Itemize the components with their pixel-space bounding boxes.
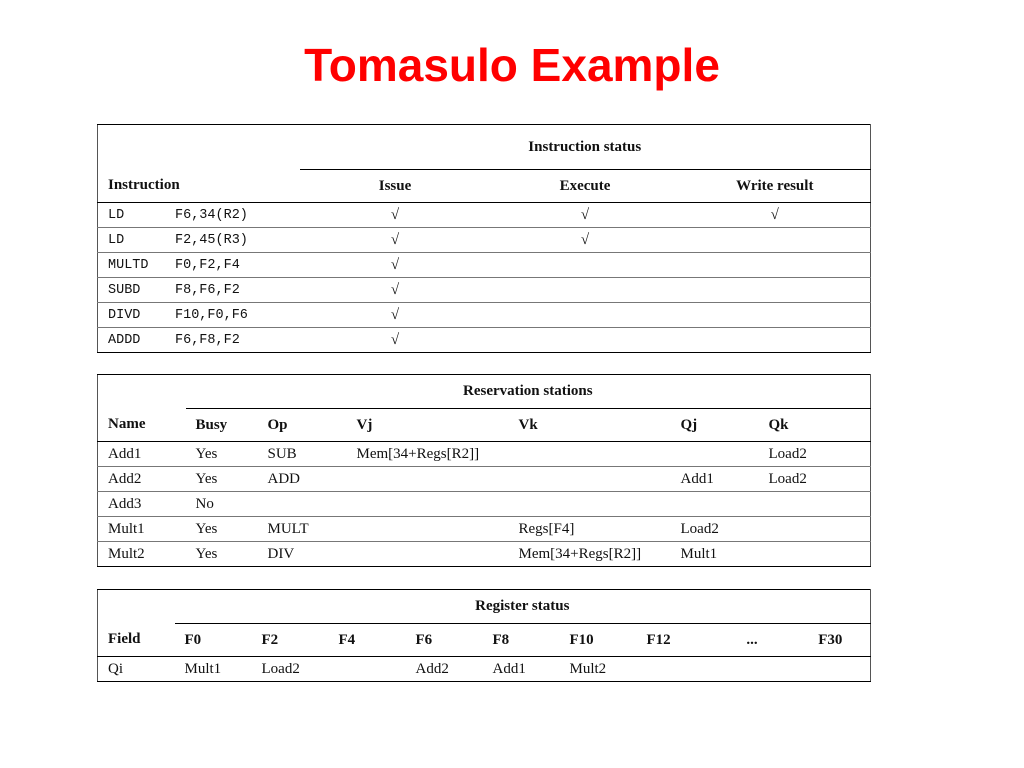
reg-header-f10: F10: [560, 624, 637, 657]
instruction-op: LD: [108, 232, 125, 248]
rs-header-vk: Vk: [509, 409, 671, 442]
rs-vj: [347, 467, 509, 492]
write-result-check: [680, 278, 871, 303]
rs-op: ADD: [258, 467, 347, 492]
reg-f12: [637, 657, 714, 682]
instruction-op: MULTD: [108, 257, 149, 273]
reg-header-f0: F0: [175, 624, 252, 657]
issue-header: Issue: [300, 170, 491, 203]
reg-header-f6: F6: [406, 624, 483, 657]
table-row: [98, 657, 871, 682]
instruction-operands: F6,34(R2): [175, 207, 248, 223]
rs-vj: [347, 492, 509, 517]
rs-op: DIV: [267, 545, 295, 562]
reservation-stations-table: [97, 374, 871, 567]
execute-check: [491, 253, 680, 278]
reg-header-f30: F30: [791, 624, 871, 657]
rs-vk: Regs[F4]: [509, 517, 671, 542]
reg-f6: Add2: [415, 660, 449, 677]
reg-f0: Mult1: [184, 660, 222, 677]
reg-f10: Mult2: [569, 660, 607, 677]
rs-qj: [671, 442, 759, 467]
issue-check: √: [390, 331, 400, 348]
table-row: [98, 492, 871, 517]
rs-qj: [671, 492, 759, 517]
execute-check: [491, 303, 680, 328]
reg-header-f4: F4: [329, 624, 406, 657]
rs-header-qk: Qk: [759, 409, 871, 442]
rs-busy: No: [186, 492, 258, 517]
reg-f4: [329, 657, 406, 682]
rs-vk: Mem[34+Regs[R2]]: [518, 545, 642, 562]
rs-vk: [509, 467, 671, 492]
instruction-header: Instruction: [98, 170, 300, 203]
rs-busy: Yes: [195, 545, 218, 562]
rs-vk: [509, 492, 671, 517]
rs-name: Add2: [98, 467, 186, 492]
issue-check: √: [300, 253, 491, 278]
rs-name: Add3: [98, 492, 186, 517]
instruction-operands: F8,F6,F2: [175, 282, 240, 298]
rs-qk: [759, 517, 871, 542]
rs-qj: Add1: [671, 467, 759, 492]
rs-vj: [347, 517, 509, 542]
rs-busy: Yes: [186, 517, 258, 542]
rs-name: Mult1: [98, 517, 186, 542]
write-result-check: [680, 253, 871, 278]
execute-check: √: [491, 203, 680, 228]
rs-name: Add1: [98, 442, 186, 467]
register-status-caption: Register status: [175, 590, 871, 624]
register-status-table: [97, 589, 871, 682]
table-row: [98, 253, 871, 278]
rs-qk: [759, 492, 871, 517]
rs-header-name: Name: [98, 409, 186, 442]
table-row: [98, 278, 871, 303]
reg-header-f12: F12: [637, 624, 714, 657]
execute-check: √: [491, 228, 680, 253]
rs-header-op: Op: [258, 409, 347, 442]
instruction-op: ADDD: [108, 332, 141, 348]
instruction-operands: F6,F8,F2: [175, 332, 240, 348]
issue-check: √: [300, 278, 491, 303]
execute-header: Execute: [491, 170, 680, 203]
table-row: [98, 467, 871, 492]
rs-header-qj: Qj: [671, 409, 759, 442]
rs-op: [258, 492, 347, 517]
rs-qk: Load2: [759, 442, 871, 467]
reg-header-f2: F2: [252, 624, 329, 657]
instruction-operands: F10,F0,F6: [175, 307, 248, 323]
rs-vk: [509, 442, 671, 467]
instruction-operands: F0,F2,F4: [175, 257, 240, 273]
reg-header-ellipsis: ...: [714, 624, 791, 657]
rs-vj: Mem[34+Regs[R2]]: [347, 442, 509, 467]
reg-header-field: Field: [98, 624, 175, 657]
rs-qk: [759, 542, 871, 567]
rs-busy: Yes: [186, 467, 258, 492]
rs-op: SUB: [258, 442, 347, 467]
table-row: [98, 228, 871, 253]
write-result-check: √: [680, 203, 871, 228]
write-result-check: [680, 228, 871, 253]
table-row: [98, 203, 871, 228]
rs-qj: Load2: [671, 517, 759, 542]
write-result-header: Write result: [680, 170, 871, 203]
table-row: [98, 442, 871, 467]
rs-name: Mult2: [108, 545, 145, 562]
reg-ellipsis: [714, 657, 791, 682]
reg-field-qi: Qi: [108, 660, 123, 677]
issue-check: √: [300, 228, 491, 253]
instruction-op: DIVD: [108, 307, 141, 323]
reservation-stations-caption: Reservation stations: [186, 375, 871, 409]
issue-check: √: [300, 303, 491, 328]
instruction-status-table: [97, 124, 871, 353]
rs-qj: Mult1: [680, 545, 718, 562]
table-row: [98, 303, 871, 328]
rs-op: MULT: [258, 517, 347, 542]
instruction-op: SUBD: [108, 282, 141, 298]
instruction-status-caption: Instruction status: [300, 125, 871, 170]
execute-check: [491, 278, 680, 303]
instruction-operands: F2,45(R3): [175, 232, 248, 248]
rs-qk: Load2: [759, 467, 871, 492]
reg-f30: [791, 657, 871, 682]
rs-header-busy: Busy: [186, 409, 258, 442]
rs-busy: Yes: [186, 442, 258, 467]
table-row: [98, 542, 871, 567]
write-result-check: [680, 303, 871, 328]
instruction-op: LD: [108, 207, 125, 223]
execute-check: [491, 328, 680, 353]
rs-header-vj: Vj: [347, 409, 509, 442]
table-row: [98, 328, 871, 353]
rs-vj: [347, 542, 509, 567]
issue-check: √: [300, 203, 491, 228]
table-row: [98, 517, 871, 542]
write-result-check: [680, 328, 871, 353]
reg-header-f8: F8: [483, 624, 560, 657]
slide-title: Tomasulo Example: [304, 39, 720, 91]
reg-f2: Load2: [261, 660, 300, 677]
reg-f8: Add1: [492, 660, 526, 677]
